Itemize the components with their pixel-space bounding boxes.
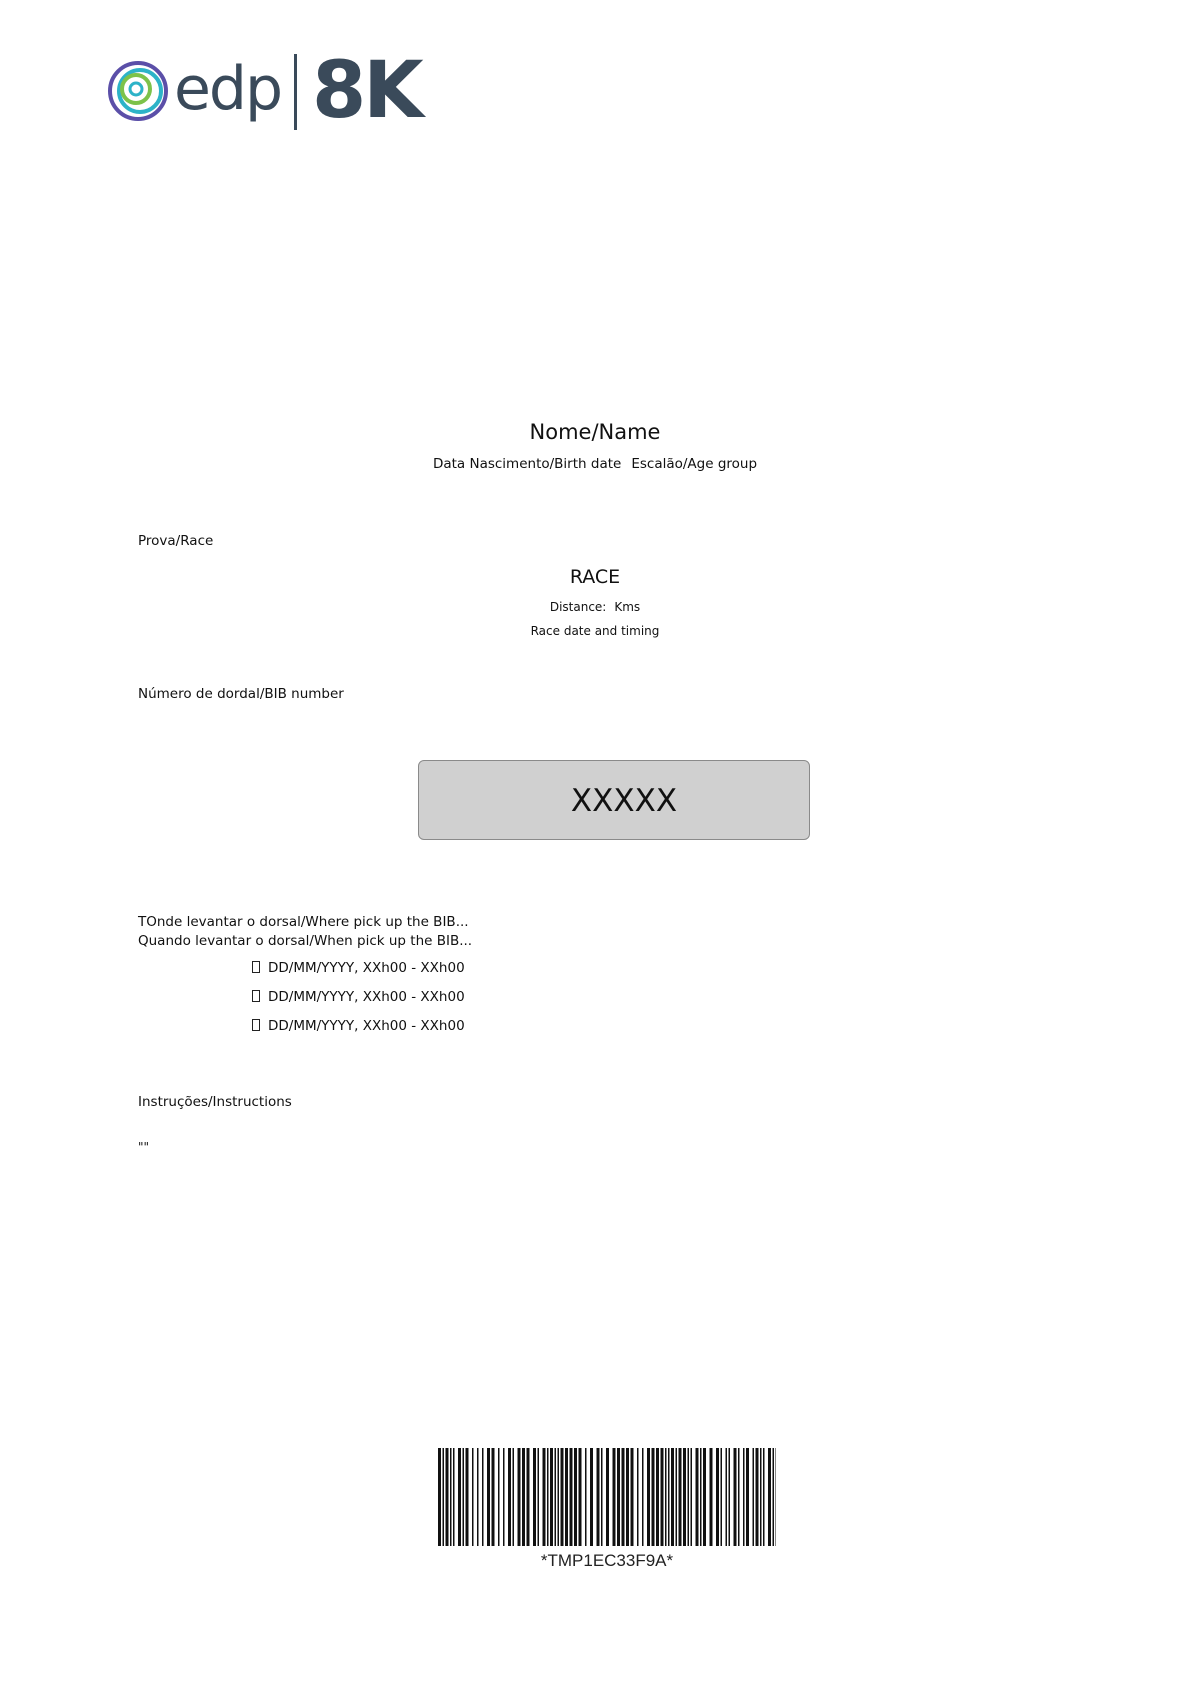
barcode-bar bbox=[446, 1448, 449, 1546]
bib-number: XXXXX bbox=[570, 783, 678, 819]
barcode-bar bbox=[661, 1448, 664, 1546]
barcode-bar bbox=[443, 1448, 445, 1546]
race-title: RACE bbox=[569, 566, 621, 588]
pickup-slot-text: DD/MM/YYYY, XXh00 - XXh00 bbox=[268, 960, 465, 976]
barcode-bar bbox=[538, 1448, 540, 1546]
barcode-bar bbox=[574, 1448, 577, 1546]
barcode-bar bbox=[637, 1448, 639, 1546]
race-distance bbox=[0, 600, 1190, 614]
barcode-bar bbox=[503, 1448, 505, 1546]
instructions-text: "" bbox=[138, 1140, 150, 1154]
barcode-bar bbox=[570, 1448, 573, 1546]
barcode-bar bbox=[746, 1448, 749, 1546]
barcode-bar bbox=[756, 1448, 759, 1546]
barcode-bar bbox=[477, 1448, 479, 1546]
barcode-bar bbox=[543, 1448, 546, 1546]
birth-date: Data Nascimento/Birth date bbox=[432, 456, 622, 472]
barcode-bar bbox=[738, 1448, 740, 1546]
barcode-bar bbox=[626, 1448, 629, 1546]
barcode-bar bbox=[487, 1448, 490, 1546]
barcode-bar bbox=[679, 1448, 682, 1546]
barcode-bar bbox=[547, 1448, 549, 1546]
barcode-bar bbox=[522, 1448, 525, 1546]
pickup-slot-text: DD/MM/YYYY, XXh00 - XXh00 bbox=[268, 989, 465, 1005]
bib-number-box bbox=[418, 760, 810, 840]
barcode-bar bbox=[498, 1448, 500, 1546]
barcode-bar bbox=[590, 1448, 593, 1546]
logo-divider bbox=[294, 54, 297, 130]
barcode-bar bbox=[700, 1448, 702, 1546]
barcode-bar bbox=[555, 1448, 557, 1546]
barcode-bar bbox=[550, 1448, 553, 1546]
barcode-bar bbox=[729, 1448, 731, 1546]
barcode-bar bbox=[606, 1448, 609, 1546]
barcode-bar bbox=[642, 1448, 644, 1546]
barcode-bar bbox=[773, 1448, 775, 1546]
barcode-bar bbox=[617, 1448, 620, 1546]
bullet-box-icon bbox=[252, 990, 260, 1002]
barcode-bar bbox=[776, 1448, 777, 1546]
barcode-bar bbox=[513, 1448, 515, 1546]
barcode-bar bbox=[438, 1448, 441, 1546]
barcode-bar bbox=[665, 1448, 667, 1546]
barcode-bar bbox=[683, 1448, 686, 1546]
participant-details bbox=[0, 456, 1190, 472]
barcode-bar bbox=[696, 1448, 699, 1546]
barcode-bar bbox=[716, 1448, 719, 1546]
age-group: Escalão/Age group bbox=[631, 456, 758, 472]
logo-event-text: 8K bbox=[312, 46, 421, 136]
barcode-bar bbox=[601, 1448, 603, 1546]
barcode-bar bbox=[482, 1448, 484, 1546]
pickup-when-text: Quando levantar o dorsal/When pick up the BIB... bbox=[138, 933, 473, 949]
barcode-bar bbox=[466, 1448, 469, 1546]
barcode-bar bbox=[631, 1448, 634, 1546]
barcode-bar bbox=[768, 1448, 771, 1546]
bullet-box-icon bbox=[252, 1019, 260, 1031]
race-section-label: Prova/Race bbox=[138, 533, 214, 549]
barcode-bar bbox=[558, 1448, 560, 1546]
bib-section-label: Número de dordal/BIB number bbox=[138, 686, 344, 702]
barcode-bar bbox=[622, 1448, 625, 1546]
barcode-bar bbox=[743, 1448, 745, 1546]
bullet-box-icon bbox=[252, 961, 260, 973]
barcode-bar bbox=[533, 1448, 536, 1546]
pickup-where-text: TOnde levantar o dorsal/Where pick up the BIB... bbox=[138, 914, 469, 930]
barcode-bar bbox=[688, 1448, 690, 1546]
logo-brand-text: edp bbox=[174, 54, 282, 124]
barcode-bar bbox=[726, 1448, 728, 1546]
barcode-bar bbox=[613, 1448, 616, 1546]
barcode-bar bbox=[721, 1448, 723, 1546]
pickup-slot-text: DD/MM/YYYY, XXh00 - XXh00 bbox=[268, 1018, 465, 1034]
barcode-bar bbox=[561, 1448, 564, 1546]
barcode-bar bbox=[668, 1448, 670, 1546]
barcode-bar bbox=[676, 1448, 678, 1546]
pickup-slot bbox=[252, 1018, 465, 1034]
distance-label: Distance: bbox=[549, 600, 607, 614]
barcode-bar bbox=[458, 1448, 461, 1546]
barcode-bar bbox=[753, 1448, 755, 1546]
barcode-bar bbox=[597, 1448, 600, 1546]
barcode-bar bbox=[703, 1448, 706, 1546]
barcode-bar bbox=[472, 1448, 474, 1546]
barcode-bar bbox=[760, 1448, 762, 1546]
barcode-bar bbox=[579, 1448, 582, 1546]
barcode-bar bbox=[671, 1448, 674, 1546]
barcode-bar bbox=[565, 1448, 568, 1546]
barcode-bar bbox=[656, 1448, 659, 1546]
race-date-timing: Race date and timing bbox=[530, 624, 660, 638]
barcode-bar bbox=[585, 1448, 587, 1546]
barcode-bar bbox=[527, 1448, 530, 1546]
barcode-bar bbox=[647, 1448, 650, 1546]
edp-8k-logo bbox=[106, 46, 426, 136]
barcode-bar bbox=[652, 1448, 655, 1546]
barcode-bar bbox=[691, 1448, 693, 1546]
barcode-bar bbox=[453, 1448, 455, 1546]
barcode-bar bbox=[508, 1448, 511, 1546]
barcode-bar bbox=[710, 1448, 713, 1546]
barcode-bar bbox=[763, 1448, 765, 1546]
pickup-slot bbox=[252, 960, 465, 976]
barcode-bar bbox=[492, 1448, 495, 1546]
barcode-text: *TMP1EC33F9A* bbox=[540, 1551, 674, 1570]
pickup-slot bbox=[252, 989, 465, 1005]
barcode-bar bbox=[463, 1448, 465, 1546]
barcode-bar bbox=[734, 1448, 737, 1546]
barcode-bar bbox=[450, 1448, 452, 1546]
edp-spiral-logo-icon bbox=[106, 58, 170, 128]
participant-name: Nome/Name bbox=[529, 420, 661, 444]
barcode-bar bbox=[518, 1448, 521, 1546]
distance-unit: Kms bbox=[614, 600, 641, 614]
barcode-image bbox=[438, 1448, 776, 1546]
instructions-section-label: Instruções/Instructions bbox=[138, 1094, 292, 1110]
